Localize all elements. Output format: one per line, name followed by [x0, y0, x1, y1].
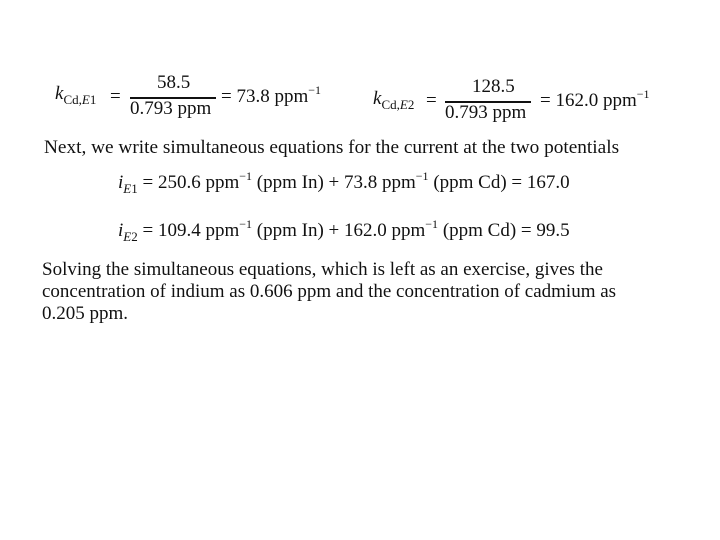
- eq2-equals-sign: =: [426, 90, 437, 111]
- eq2-denominator: 0.793 ppm: [445, 102, 527, 123]
- k-cd-e1-label: $k_{Cd,E1}$: [55, 83, 97, 107]
- eq1-result: = 73.8 ppm$^{-1}$: [221, 83, 322, 107]
- conclusion-line-2: concentration of indium as 0.606 ppm and the concentration of cadmium as: [42, 281, 617, 302]
- eq1-denominator: 0.793 ppm: [130, 98, 212, 119]
- eq1-numerator: 58.5: [157, 72, 191, 93]
- intro-text: Next, we write simultaneous equations for the current at the two potentials: [44, 137, 620, 158]
- eq2-numerator: 128.5: [472, 76, 515, 97]
- conclusion-line-3: 0.205 ppm.: [42, 303, 129, 324]
- current-eq-e1: $i_{E1} = 250.6$ ppm$^{-1}$ (ppm In) + 73.8 ppm$^{-1}$ (ppm Cd) = 167.0: [118, 169, 570, 196]
- conclusion-line-1: Solving the simultaneous equations, which is left as an exercise, gives the: [42, 259, 603, 280]
- current-eq-e2: $i_{E2} = 109.4$ ppm$^{-1}$ (ppm In) + 162.0 ppm$^{-1}$ (ppm Cd) = 99.5: [118, 217, 570, 244]
- eq2-result: = 162.0 ppm$^{-1}$: [540, 87, 650, 111]
- eq1-equals-sign: =: [110, 86, 121, 107]
- k-cd-e2-label: $k_{Cd,E2}$: [373, 88, 415, 112]
